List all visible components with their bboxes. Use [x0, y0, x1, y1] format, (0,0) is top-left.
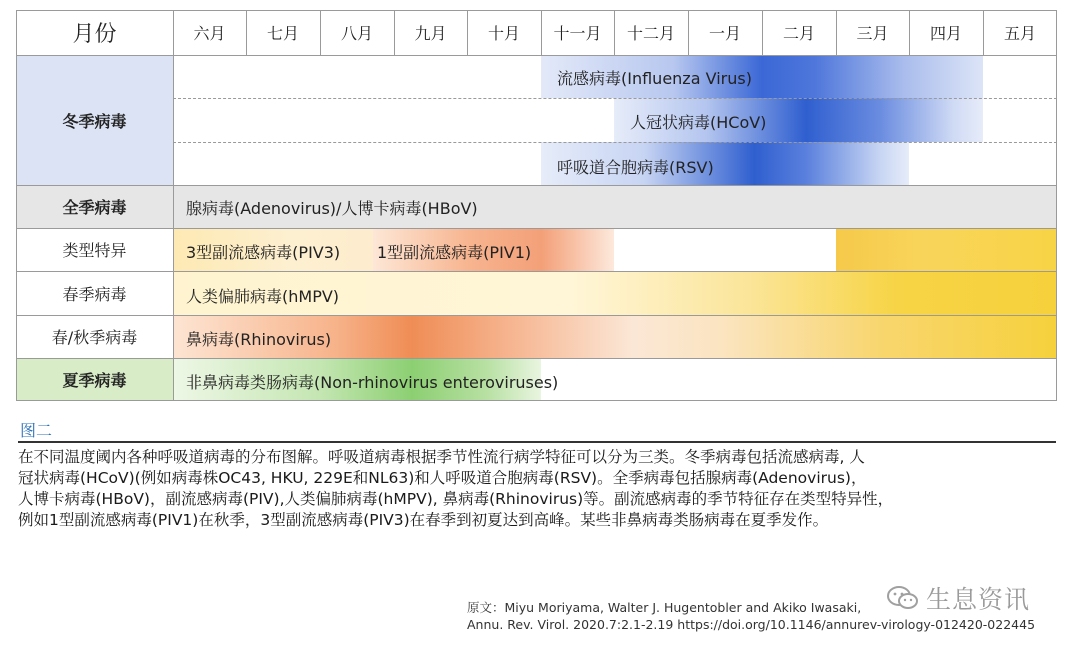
label-hmpv: 人类偏肺病毒(hMPV)	[186, 287, 340, 306]
month-header: 五月	[1003, 24, 1036, 43]
label-rsv: 呼吸道合胞病毒(RSV)	[557, 158, 714, 177]
group-label-all-season: 全季病毒	[62, 198, 127, 217]
watermark	[886, 580, 1030, 616]
month-header: 一月	[708, 24, 741, 43]
group-label-winter: 冬季病毒	[62, 111, 127, 131]
label-hcov: 人冠状病毒(HCoV)	[630, 113, 767, 132]
group-label-spring: 春季病毒	[62, 284, 127, 304]
group-label-summer: 夏季病毒	[62, 371, 127, 390]
month-header: 十月	[487, 24, 520, 43]
group-label-spring-autumn: 春/秋季病毒	[51, 328, 138, 347]
month-header: 十一月	[553, 24, 602, 43]
month-header: 二月	[782, 24, 815, 43]
label-adeno: 腺病毒(Adenovirus)/人博卡病毒(HBoV)	[186, 199, 478, 218]
caption-line: 在不同温度阈内各种呼吸道病毒的分布图解。呼吸道病毒根据季节性流行病学特征可以分为三类。冬季病毒包括流感病毒, 人	[18, 448, 865, 466]
grid-line	[173, 10, 174, 401]
month-header: 三月	[856, 24, 889, 43]
source-line-2: Annu. Rev. Virol. 2020.7:2.1-2.19 https://doi.org/10.1146/annurev-virology-012420-022445	[467, 617, 1036, 632]
grid-line-dashed	[173, 98, 1057, 99]
caption-line: 冠状病毒(HCoV)(例如病毒株OC43, HKU, 229E和NL63)和人呼吸道合胞病毒(RSV)。全季病毒包括腺病毒(Adenovirus)，	[18, 469, 867, 487]
month-header: 八月	[340, 24, 373, 43]
month-header: 九月	[414, 24, 447, 43]
month-header: 七月	[266, 24, 299, 43]
label-influenza: 流感病毒(Influenza Virus)	[557, 69, 752, 88]
label-piv3: 3型副流感病毒(PIV3)	[186, 243, 341, 262]
figure-label: 图二	[20, 421, 53, 440]
group-label-type-specific: 类型特异	[62, 241, 127, 260]
source-line-1: 原文：Miyu Moriyama, Walter J. Hugentobler and Akiko Iwasaki,	[467, 600, 862, 615]
caption-line: 例如1型副流感病毒(PIV1)在秋季，3型副流感病毒(PIV3)在春季到初夏达到高峰。某些非鼻病毒类肠病毒在夏季发作。	[18, 511, 829, 529]
month-header: 四月	[929, 24, 962, 43]
month-header: 十二月	[626, 24, 675, 43]
caption-rule	[18, 441, 1056, 443]
figure-caption	[18, 447, 1073, 531]
season-table	[16, 10, 1057, 401]
caption-line: 人博卡病毒(HBoV)，副流感病毒(PIV),人类偏肺病毒(hMPV), 鼻病毒(Rhinovirus)等。副流感病毒的季节特征存在类型特异性，	[18, 490, 894, 508]
month-header: 六月	[193, 24, 226, 43]
wechat-icon	[886, 585, 920, 611]
label-entero: 非鼻病毒类肠病毒(Non-rhinovirus enteroviruses)	[186, 373, 559, 392]
header-corner: 月份	[72, 22, 117, 47]
label-piv1: 1型副流感病毒(PIV1)	[377, 243, 532, 262]
label-rhino: 鼻病毒(Rhinovirus)	[186, 330, 332, 349]
watermark-text: 生息资讯	[926, 585, 1031, 614]
grid-line-dashed	[173, 142, 1057, 143]
